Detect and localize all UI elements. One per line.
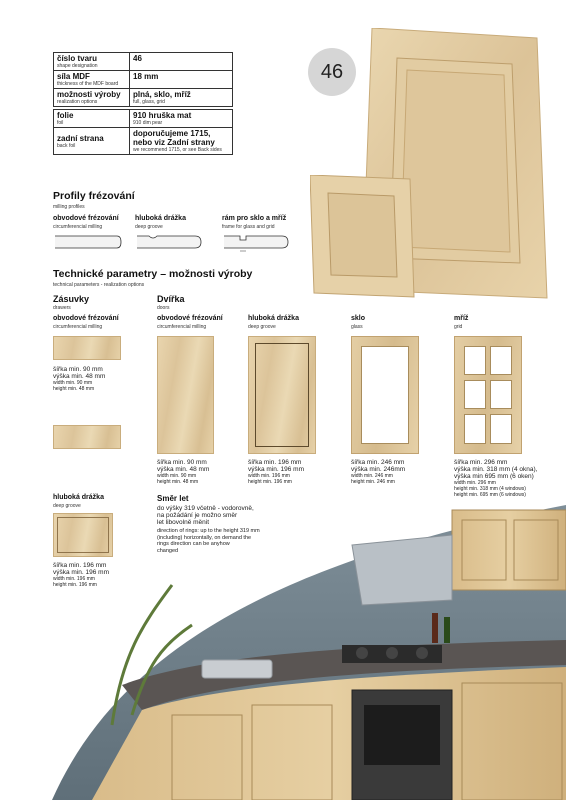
drawer-front-sample xyxy=(53,336,121,360)
door-grid-sample xyxy=(454,336,522,454)
door-col-label: obvodové frézování xyxy=(157,315,223,322)
door-dims: šířka min. 90 mm výška min. 48 mm width min. 90 mm height min. 48 mm xyxy=(157,459,210,485)
door-col-label-en: circumferencial milling xyxy=(157,324,207,330)
drawer-groove-label-en: deep groove xyxy=(53,503,81,509)
door-col-label: mříž xyxy=(454,315,469,322)
tech-title: Technické parametry – možnosti výroby xyxy=(53,268,253,280)
rings-text-en: direction of rings: up to the height 319 mm (including) horizontally, on demand the rings direction can be anyhow changed xyxy=(157,528,260,554)
profile-label: hluboká drážka xyxy=(135,215,186,222)
kitchen-photo xyxy=(52,505,566,800)
profile-diagram xyxy=(222,232,292,254)
drawers-title: Zásuvky xyxy=(53,294,90,304)
drawer-groove-label: hluboká drážka xyxy=(53,494,104,501)
profile-label-en: circumferencial milling xyxy=(53,224,103,230)
spec-row: síla MDF thickness of the MDF board 18 mm xyxy=(54,71,233,89)
tech-title-en: technical parameters - realization options xyxy=(53,282,145,288)
door-col-label-en: glass xyxy=(351,324,363,330)
door-groove-sample xyxy=(248,336,316,454)
drawer-milling-label-en: circumferencial milling xyxy=(53,324,103,330)
door-glass-sample xyxy=(351,336,419,454)
drawer-milling-label: obvodové frézování xyxy=(53,315,119,322)
door-small-illustration xyxy=(310,175,420,300)
door-col-label: sklo xyxy=(351,315,366,322)
door-dims: šířka min. 196 mm výška min. 196 mm width min. 196 mm height min. 196 mm xyxy=(248,459,304,485)
drawer-dims: šířka min. 90 mm výška min. 48 mm width min. 90 mm height min. 48 mm xyxy=(53,366,106,392)
doors-title: Dvířka xyxy=(157,294,185,304)
profile-diagram xyxy=(53,232,123,252)
door-dims: šířka min. 246 mm výška min. 246mm width min. 246 mm height min. 246 mm xyxy=(351,459,406,485)
spec-row: možnosti výroby realization options plná, sklo, mříž full, glass, grid xyxy=(54,89,233,107)
door-dims: šířka min. 296 mm výška min. 318 mm (4 okna), výška min 695 mm (6 oken) width min. 296 mm height min. 318 mm (4 windows) height min. 695 mm (6 windows) xyxy=(454,459,538,498)
profiles-title-en: milling profiles xyxy=(53,204,85,210)
profile-label-en: deep groove xyxy=(135,224,163,230)
rings-title: Směr let xyxy=(157,494,189,503)
spec-row: zadní strana back foil doporučujeme 1715, nebo viz Zadní strany we recommend 1715, or see Back sides xyxy=(54,128,233,155)
profile-label-en: frame for glass and grid xyxy=(222,224,275,230)
rings-text: do výšky 319 včetně - vodorovně, na požádání je možno směr let libovolně měnit xyxy=(157,505,254,526)
door-milling-sample xyxy=(157,336,214,454)
door-col-label: hluboká drážka xyxy=(248,315,299,322)
door-col-label-en: grid xyxy=(454,324,463,330)
shape-number-badge: 46 xyxy=(308,48,356,96)
spec-table xyxy=(53,52,233,155)
profile-label: obvodové frézování xyxy=(53,215,119,222)
drawer-front-sample xyxy=(53,425,121,449)
drawer-groove-dims: šířka min. 196 mm výška min. 196 mm width min. 196 mm height min. 196 mm xyxy=(53,562,109,588)
profile-diagram xyxy=(135,232,205,252)
profile-label: rám pro sklo a mříž xyxy=(222,215,287,222)
door-col-label-en: deep groove xyxy=(248,324,276,330)
drawers-title-en: drawers xyxy=(53,305,71,311)
profiles-title: Profily frézování xyxy=(53,190,135,202)
spec-row: folie foil 910 hruška mat 910 dim pear xyxy=(54,110,233,128)
doors-title-en: doors xyxy=(157,305,170,311)
spec-row: číslo tvaru shape designation 46 xyxy=(54,53,233,71)
